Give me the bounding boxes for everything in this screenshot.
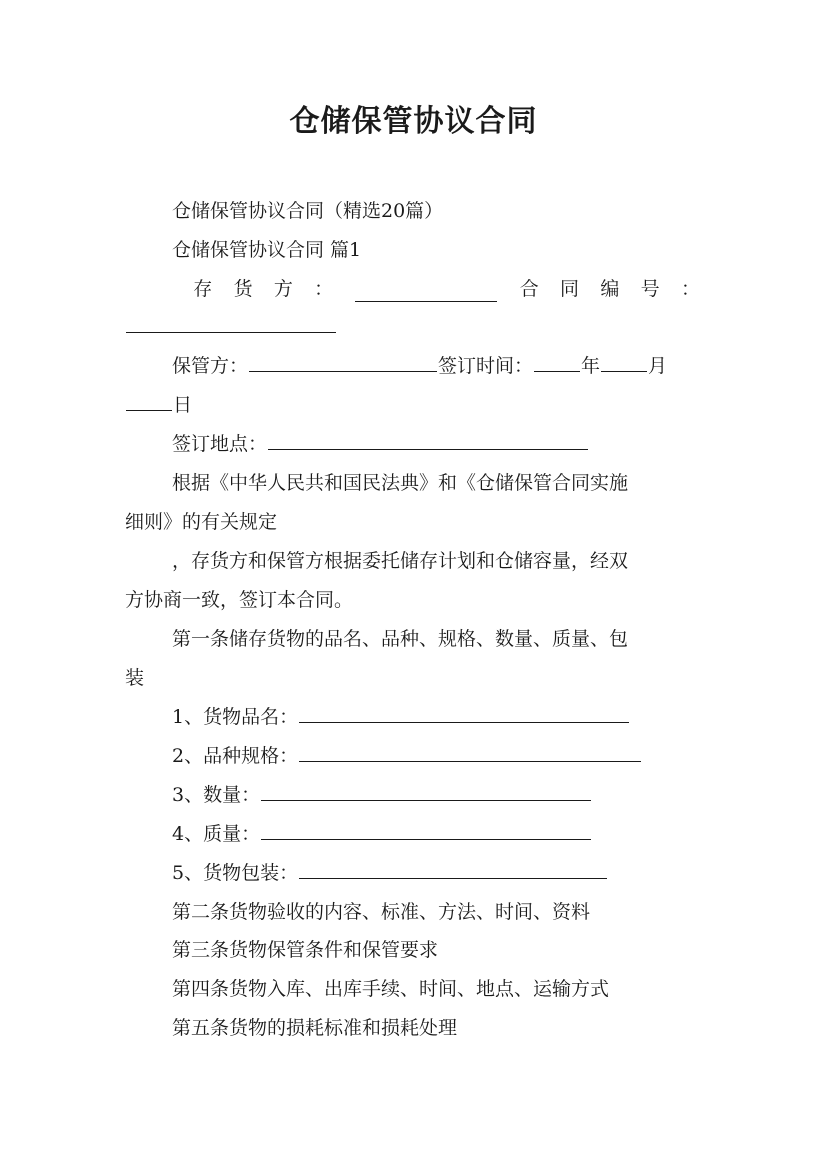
keeper-line	[172, 353, 667, 379]
subtitle-line: 仓储保管协议合同（精选20篇）	[172, 200, 444, 222]
storer-blank[interactable]	[355, 283, 497, 302]
form-item	[172, 782, 592, 808]
article-heading: 第四条货物入库、出库手续、时间、地点、运输方式	[172, 978, 610, 1000]
article-heading: 装	[125, 667, 145, 689]
paragraph-line: 根据《中华人民共和国民法典》和《仓储保管合同实施	[172, 472, 629, 494]
packaging-blank[interactable]	[299, 860, 607, 879]
contract-no-char: 合	[519, 278, 539, 300]
keeper-blank[interactable]	[249, 353, 437, 372]
quality-blank[interactable]	[261, 821, 591, 840]
spec-blank[interactable]	[299, 743, 641, 762]
form-item	[172, 743, 642, 769]
sign-place-label: 签订地点：	[172, 433, 268, 455]
section-heading: 仓储保管协议合同 篇1	[172, 239, 362, 261]
paragraph-line: 细则》的有关规定	[125, 511, 278, 533]
day-label: 日	[173, 394, 193, 416]
article-heading: 第五条货物的损耗标准和损耗处理	[172, 1017, 458, 1039]
item-label: 1、货物品名：	[172, 706, 299, 728]
item-label: 4、质量：	[172, 823, 261, 845]
paragraph-line: 方协商一致，签订本合同。	[125, 589, 354, 611]
goods-name-blank[interactable]	[299, 704, 629, 723]
form-item	[172, 860, 608, 886]
document-title: 仓储保管协议合同	[289, 104, 538, 139]
day-line	[125, 392, 192, 418]
contract-no-blank[interactable]	[126, 314, 336, 333]
year-label: 年	[581, 355, 601, 377]
sign-place-line	[172, 431, 589, 457]
quantity-blank[interactable]	[261, 782, 591, 801]
item-label: 2、品种规格：	[172, 745, 299, 767]
year-blank[interactable]	[534, 353, 580, 372]
contract-no-char: 同	[560, 278, 580, 300]
keeper-label: 保管方：	[172, 355, 249, 377]
contract-no-char: 号	[640, 278, 660, 300]
contract-no-char: 编	[600, 278, 620, 300]
month-blank[interactable]	[601, 353, 647, 372]
item-label: 3、数量：	[172, 784, 261, 806]
sign-place-blank[interactable]	[268, 431, 588, 450]
article-heading: 第一条储存货物的品名、品种、规格、数量、质量、包	[172, 628, 629, 650]
party-line	[125, 276, 700, 302]
month-label: 月	[648, 355, 668, 377]
day-blank[interactable]	[126, 392, 172, 411]
article-heading: 第三条货物保管条件和保管要求	[172, 939, 439, 961]
storer-char: 存	[193, 278, 213, 300]
form-item	[172, 821, 592, 847]
contract-no-line	[125, 314, 337, 340]
storer-char: 方	[273, 278, 293, 300]
article-heading: 第二条货物验收的内容、标准、方法、时间、资料	[172, 901, 591, 923]
form-item	[172, 704, 630, 730]
contract-no-char: ：	[680, 278, 700, 300]
sign-time-label: 签订时间：	[438, 355, 534, 377]
storer-char: 货	[233, 278, 253, 300]
item-label: 5、货物包装：	[172, 862, 299, 884]
storer-char: ：	[314, 278, 334, 300]
paragraph-line: ，存货方和保管方根据委托储存计划和仓储容量，经双	[172, 550, 629, 572]
